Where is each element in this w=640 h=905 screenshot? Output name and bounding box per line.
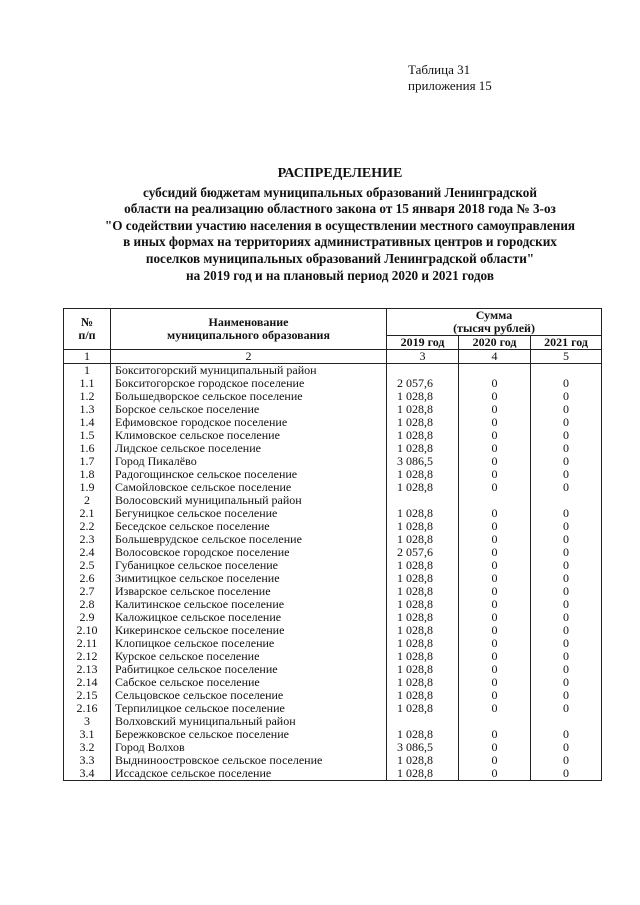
- row-number: 1.9: [64, 481, 111, 494]
- header-sum: [387, 309, 602, 336]
- title-line: в иных формах на территориях административных центров и городских: [123, 234, 557, 250]
- amount-2020: 0: [459, 754, 531, 767]
- table-row: [64, 611, 602, 624]
- amount-2019: 1 028,8: [387, 559, 459, 572]
- municipality-name: Калитинское сельское поселение: [111, 598, 387, 611]
- title-line: субсидий бюджетам муниципальных образований Ленинградской: [143, 184, 537, 200]
- amount-2020: 0: [459, 533, 531, 546]
- row-number: 2.11: [64, 637, 111, 650]
- amount-2021: 0: [531, 741, 602, 754]
- table-row: [64, 429, 602, 442]
- amount-2021: 0: [531, 676, 602, 689]
- row-number: 3.3: [64, 754, 111, 767]
- header-name-sublabel: муниципального образования: [167, 328, 330, 342]
- table-row: [64, 442, 602, 455]
- amount-2021: 0: [531, 403, 602, 416]
- amount-2019: 1 028,8: [387, 507, 459, 520]
- table-row: [64, 754, 602, 767]
- amount-2021: 0: [531, 754, 602, 767]
- amount-2020: 0: [459, 611, 531, 624]
- amount-2019: 1 028,8: [387, 416, 459, 429]
- amount-2021: 0: [531, 390, 602, 403]
- title-line: на 2019 год и на плановый период 2020 и 2021 годов: [186, 267, 494, 283]
- municipality-name: Самойловское сельское поселение: [111, 481, 387, 494]
- header-sum-units: (тысяч рублей): [453, 321, 535, 335]
- amount-2021: 0: [531, 442, 602, 455]
- amount-2019: 1 028,8: [387, 468, 459, 481]
- amount-2021: 0: [531, 429, 602, 442]
- table-row: [64, 572, 602, 585]
- row-number: 1.6: [64, 442, 111, 455]
- row-number: 2.14: [64, 676, 111, 689]
- amount-2019: 1 028,8: [387, 520, 459, 533]
- amount-2019: [387, 364, 459, 378]
- amount-2021: [531, 715, 602, 728]
- row-number: 2.15: [64, 689, 111, 702]
- municipality-name: Волосовское городское поселение: [111, 546, 387, 559]
- amount-2021: 0: [531, 650, 602, 663]
- row-number: 2.13: [64, 663, 111, 676]
- amount-2021: 0: [531, 507, 602, 520]
- column-index: 1: [64, 350, 111, 364]
- table-row: [64, 533, 602, 546]
- amount-2020: 0: [459, 598, 531, 611]
- table-row: [64, 741, 602, 754]
- amount-2020: 0: [459, 520, 531, 533]
- amount-2021: 0: [531, 546, 602, 559]
- row-number: 3.4: [64, 767, 111, 781]
- table-row: [64, 676, 602, 689]
- header-number-label: №: [80, 315, 94, 329]
- column-index: 3: [387, 350, 459, 364]
- amount-2019: 1 028,8: [387, 390, 459, 403]
- amount-2019: 1 028,8: [387, 754, 459, 767]
- amount-2020: 0: [459, 689, 531, 702]
- table-row: [64, 585, 602, 598]
- amount-2020: 0: [459, 572, 531, 585]
- municipality-name: Губаницкое сельское поселение: [111, 559, 387, 572]
- row-number: 1.4: [64, 416, 111, 429]
- amount-2020: [459, 715, 531, 728]
- header-year-2019: 2019 год: [387, 336, 459, 350]
- municipality-name: Изварское сельское поселение: [111, 585, 387, 598]
- row-number: 3.1: [64, 728, 111, 741]
- amount-2019: 2 057,6: [387, 546, 459, 559]
- title-line: области на реализацию областного закона от 15 января 2018 года № 3-оз: [124, 201, 556, 217]
- amount-2021: 0: [531, 572, 602, 585]
- municipality-name: Ефимовское городское поселение: [111, 416, 387, 429]
- row-number: 1.3: [64, 403, 111, 416]
- amount-2021: 0: [531, 663, 602, 676]
- amount-2019: 1 028,8: [387, 442, 459, 455]
- amount-2020: 0: [459, 728, 531, 741]
- table-row: [64, 637, 602, 650]
- row-number: 3.2: [64, 741, 111, 754]
- amount-2021: 0: [531, 689, 602, 702]
- amount-2020: 0: [459, 741, 531, 754]
- table-reference: [408, 62, 492, 94]
- amount-2020: 0: [459, 442, 531, 455]
- table-row: [64, 715, 602, 728]
- municipality-name: Большеврудское сельское поселение: [111, 533, 387, 546]
- amount-2020: 0: [459, 507, 531, 520]
- table-row: [64, 377, 602, 390]
- amount-2021: 0: [531, 455, 602, 468]
- row-number: 2.3: [64, 533, 111, 546]
- amount-2021: 0: [531, 377, 602, 390]
- municipality-name: Бережковское сельское поселение: [111, 728, 387, 741]
- municipality-name: Выдниноостровское сельское поселение: [111, 754, 387, 767]
- municipality-name: Большедворское сельское поселение: [111, 390, 387, 403]
- column-index: 5: [531, 350, 602, 364]
- amount-2019: 1 028,8: [387, 533, 459, 546]
- amount-2019: 1 028,8: [387, 676, 459, 689]
- amount-2020: 0: [459, 767, 531, 781]
- amount-2020: 0: [459, 702, 531, 715]
- amount-2020: 0: [459, 481, 531, 494]
- amount-2020: [459, 364, 531, 378]
- amount-2019: 1 028,8: [387, 403, 459, 416]
- table-row: [64, 507, 602, 520]
- header-name: [111, 309, 387, 350]
- amount-2019: 1 028,8: [387, 689, 459, 702]
- row-number: 2.1: [64, 507, 111, 520]
- amount-2020: 0: [459, 429, 531, 442]
- municipality-name: Курское сельское поселение: [111, 650, 387, 663]
- municipality-name: Лидское сельское поселение: [111, 442, 387, 455]
- amount-2020: 0: [459, 455, 531, 468]
- table-row: [64, 494, 602, 507]
- table-row: [64, 481, 602, 494]
- amount-2019: 1 028,8: [387, 572, 459, 585]
- row-number: 1.5: [64, 429, 111, 442]
- amount-2020: 0: [459, 585, 531, 598]
- amount-2019: 1 028,8: [387, 637, 459, 650]
- row-number: 2.10: [64, 624, 111, 637]
- amount-2021: 0: [531, 468, 602, 481]
- amount-2019: 1 028,8: [387, 598, 459, 611]
- table-row: [64, 663, 602, 676]
- amount-2021: 0: [531, 598, 602, 611]
- amount-2019: 1 028,8: [387, 481, 459, 494]
- municipality-name: Волховский муниципальный район: [111, 715, 387, 728]
- row-number: 2.16: [64, 702, 111, 715]
- amount-2021: 0: [531, 416, 602, 429]
- amount-2020: 0: [459, 637, 531, 650]
- table-row: [64, 767, 602, 781]
- amount-2021: 0: [531, 533, 602, 546]
- municipality-name: Радогощинское сельское поселение: [111, 468, 387, 481]
- column-index: 2: [111, 350, 387, 364]
- amount-2019: 2 057,6: [387, 377, 459, 390]
- table-row: [64, 650, 602, 663]
- row-number: 2.6: [64, 572, 111, 585]
- row-number: 2.9: [64, 611, 111, 624]
- amount-2019: 1 028,8: [387, 585, 459, 598]
- table-row: [64, 520, 602, 533]
- table-row: [64, 728, 602, 741]
- table-row: [64, 689, 602, 702]
- amount-2021: 0: [531, 767, 602, 781]
- amount-2019: 3 086,5: [387, 741, 459, 754]
- amount-2020: 0: [459, 416, 531, 429]
- row-number: 1.7: [64, 455, 111, 468]
- amount-2019: 1 028,8: [387, 663, 459, 676]
- amount-2020: 0: [459, 676, 531, 689]
- amount-2021: 0: [531, 585, 602, 598]
- amount-2021: [531, 494, 602, 507]
- row-number: 2.5: [64, 559, 111, 572]
- amount-2021: 0: [531, 611, 602, 624]
- amount-2020: 0: [459, 650, 531, 663]
- table-row: [64, 546, 602, 559]
- municipality-name: Город Пикалёво: [111, 455, 387, 468]
- municipality-name: Каложицкое сельское поселение: [111, 611, 387, 624]
- table-row: [64, 364, 602, 378]
- row-number: 2.2: [64, 520, 111, 533]
- table-row: [64, 702, 602, 715]
- header-year-2021: 2021 год: [531, 336, 602, 350]
- municipality-name: Бокситогорское городское поселение: [111, 377, 387, 390]
- row-number: 1.8: [64, 468, 111, 481]
- amount-2021: 0: [531, 728, 602, 741]
- row-number: 1: [64, 364, 111, 378]
- table-number: Таблица 31: [408, 62, 471, 77]
- row-number: 3: [64, 715, 111, 728]
- municipality-name: Рабитицкое сельское поселение: [111, 663, 387, 676]
- municipality-name: Зимитицкое сельское поселение: [111, 572, 387, 585]
- amount-2021: 0: [531, 520, 602, 533]
- row-number: 2.7: [64, 585, 111, 598]
- row-number: 1.2: [64, 390, 111, 403]
- header-year-2020: 2020 год: [459, 336, 531, 350]
- table-row: [64, 403, 602, 416]
- header-sum-label: Сумма: [475, 308, 513, 322]
- column-index: 4: [459, 350, 531, 364]
- title-line: "О содействии участию населения в осуществлении местного самоуправления: [104, 217, 576, 233]
- header-number-sublabel: п/п: [78, 328, 96, 342]
- table-row: [64, 624, 602, 637]
- amount-2019: [387, 715, 459, 728]
- amount-2021: 0: [531, 559, 602, 572]
- appendix-reference: приложения 15: [408, 78, 492, 93]
- table-row: [64, 559, 602, 572]
- amount-2021: [531, 364, 602, 378]
- amount-2021: 0: [531, 637, 602, 650]
- title-main: РАСПРЕДЕЛЕНИЕ: [277, 166, 403, 181]
- amount-2019: 1 028,8: [387, 728, 459, 741]
- municipality-name: Сельцовское сельское поселение: [111, 689, 387, 702]
- table-row: [64, 598, 602, 611]
- amount-2020: 0: [459, 468, 531, 481]
- amount-2020: 0: [459, 403, 531, 416]
- municipality-name: Борское сельское поселение: [111, 403, 387, 416]
- table-row: [64, 416, 602, 429]
- municipality-name: Клопицкое сельское поселение: [111, 637, 387, 650]
- municipality-name: Беседское сельское поселение: [111, 520, 387, 533]
- municipality-name: Город Волхов: [111, 741, 387, 754]
- amount-2019: 1 028,8: [387, 702, 459, 715]
- municipality-name: Бокситогорский муниципальный район: [111, 364, 387, 378]
- table-row: [64, 455, 602, 468]
- header-name-label: Наименование: [208, 315, 289, 329]
- table-row: [64, 390, 602, 403]
- amount-2020: 0: [459, 559, 531, 572]
- amount-2019: 3 086,5: [387, 455, 459, 468]
- amount-2019: 1 028,8: [387, 429, 459, 442]
- header-number: [64, 309, 111, 350]
- amount-2020: 0: [459, 377, 531, 390]
- row-number: 2: [64, 494, 111, 507]
- amount-2020: [459, 494, 531, 507]
- amount-2020: 0: [459, 546, 531, 559]
- amount-2020: 0: [459, 390, 531, 403]
- row-number: 1.1: [64, 377, 111, 390]
- amount-2019: 1 028,8: [387, 624, 459, 637]
- municipality-name: Климовское сельское поселение: [111, 429, 387, 442]
- amount-2019: 1 028,8: [387, 611, 459, 624]
- table-row: [64, 468, 602, 481]
- amount-2019: 1 028,8: [387, 767, 459, 781]
- municipality-name: Кикеринское сельское поселение: [111, 624, 387, 637]
- amount-2020: 0: [459, 663, 531, 676]
- title-line: поселков муниципальных образований Ленинградской области": [145, 250, 535, 266]
- amount-2021: 0: [531, 481, 602, 494]
- amount-2019: 1 028,8: [387, 650, 459, 663]
- document-title: [60, 166, 620, 284]
- amount-2020: 0: [459, 624, 531, 637]
- municipality-name: Волосовский муниципальный район: [111, 494, 387, 507]
- municipality-name: Сабское сельское поселение: [111, 676, 387, 689]
- row-number: 2.8: [64, 598, 111, 611]
- amount-2021: 0: [531, 702, 602, 715]
- municipality-name: Бегуницкое сельское поселение: [111, 507, 387, 520]
- municipality-name: Терпилицкое сельское поселение: [111, 702, 387, 715]
- row-number: 2.12: [64, 650, 111, 663]
- amount-2021: 0: [531, 624, 602, 637]
- row-number: 2.4: [64, 546, 111, 559]
- municipality-name: Иссадское сельское поселение: [111, 767, 387, 781]
- distribution-table: [63, 308, 602, 781]
- amount-2019: [387, 494, 459, 507]
